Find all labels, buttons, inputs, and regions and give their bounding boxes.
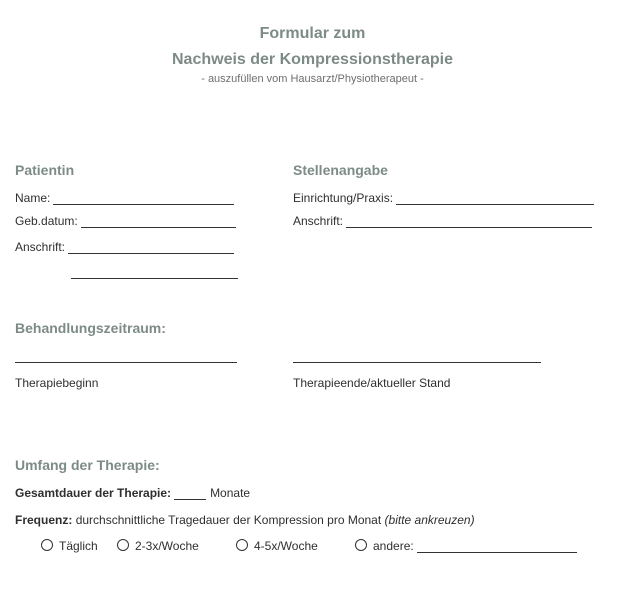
patient-address-label: Anschrift: [15,240,66,254]
therapy-start-input-line[interactable] [15,362,237,363]
patient-address-input-line[interactable] [68,241,234,254]
frequency-label: Frequenz: [15,513,73,527]
facility-address-input-line[interactable] [346,215,592,228]
frequency-option-daily-label: Täglich [59,539,98,553]
patient-name-field [15,191,234,205]
frequency-other-input-line[interactable] [417,540,577,553]
patient-name-input-line[interactable] [53,192,234,205]
radio-icon[interactable] [117,539,129,551]
frequency-option-4-5x-label: 4-5x/Woche [254,539,318,553]
frequency-field [15,513,475,527]
facility-address-label: Anschrift: [293,214,344,228]
frequency-option-daily[interactable] [41,539,98,553]
frequency-text: durchschnittliche Tragedauer der Kompression pro Monat [75,513,382,527]
patient-birthdate-label: Geb.datum: [15,214,78,228]
frequency-option-2-3x-label: 2-3x/Woche [135,539,199,553]
patient-address-field [15,240,234,254]
frequency-option-4-5x[interactable] [236,539,318,553]
duration-unit: Monate [210,486,251,500]
frequency-hint: (bitte ankreuzen) [384,513,475,527]
form-title-line1: Formular zum [259,25,366,42]
patient-address-input-line-2[interactable] [71,278,238,279]
facility-heading: Stellenangabe [293,162,388,178]
scope-heading: Umfang der Therapie: [15,457,160,473]
duration-field [15,486,250,500]
frequency-option-other[interactable] [355,539,577,553]
radio-icon[interactable] [355,539,367,551]
form-title-line2: Nachweis der Kompressionstherapie [172,51,453,68]
frequency-option-other-label: andere: [373,539,414,553]
therapy-end-caption: Therapieende/aktueller Stand [293,376,451,390]
patient-birthdate-input-line[interactable] [81,215,236,228]
facility-practice-label: Einrichtung/Praxis: [293,191,394,205]
frequency-option-2-3x[interactable] [117,539,199,553]
radio-icon[interactable] [41,539,53,551]
duration-input-line[interactable] [174,487,206,500]
form-subtitle: - auszufüllen vom Hausarzt/Physiotherapeut - [201,73,424,85]
therapy-start-caption: Therapiebeginn [15,376,99,390]
patient-birthdate-field [15,214,236,228]
duration-label: Gesamtdauer der Therapie: [15,486,172,500]
radio-icon[interactable] [236,539,248,551]
facility-address-field [293,214,592,228]
patient-name-label: Name: [15,191,51,205]
therapy-end-input-line[interactable] [293,362,541,363]
facility-practice-input-line[interactable] [396,192,594,205]
facility-practice-field [293,191,594,205]
patient-heading: Patientin [15,162,75,178]
treatment-period-heading: Behandlungszeitraum: [15,320,166,336]
